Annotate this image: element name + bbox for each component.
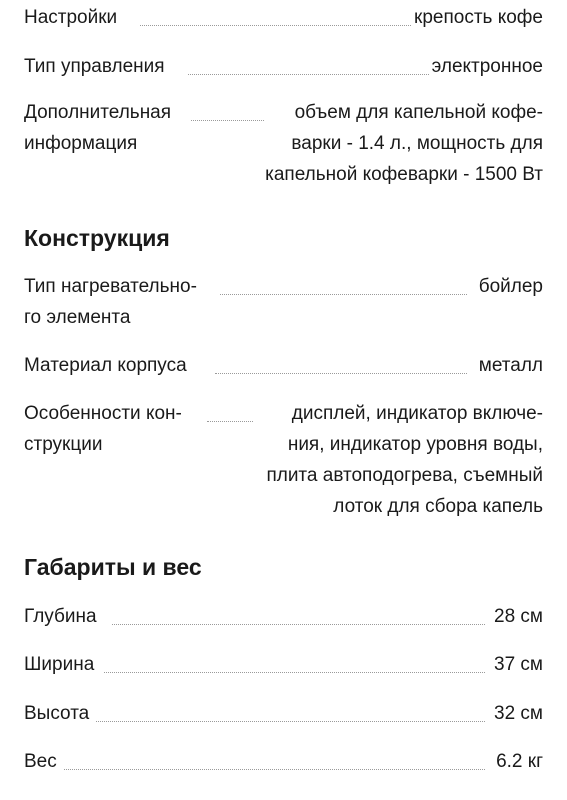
spec-label: информация bbox=[24, 128, 139, 160]
spec-value: бойлер bbox=[477, 271, 543, 303]
spec-value: дисплей, индикатор включе- bbox=[290, 398, 543, 430]
spec-label: Ширина bbox=[24, 649, 96, 681]
spec-row-settings bbox=[24, 2, 543, 34]
spec-label: Настройки bbox=[24, 2, 119, 34]
dotted-leader bbox=[207, 421, 253, 422]
spec-label: Тип нагревательно- bbox=[24, 271, 199, 303]
dotted-leader bbox=[191, 120, 264, 121]
spec-row-weight bbox=[24, 746, 543, 778]
spec-value: варки - 1.4 л., мощность для bbox=[289, 128, 543, 160]
spec-row-body-material bbox=[24, 350, 543, 382]
spec-value: плита автоподогрева, съемный bbox=[264, 460, 543, 492]
dotted-leader bbox=[188, 74, 433, 75]
spec-value: 32 см bbox=[492, 698, 543, 730]
dotted-leader bbox=[112, 624, 485, 625]
spec-value: 6.2 кг bbox=[494, 746, 543, 778]
spec-row-construction-features-cont bbox=[24, 491, 543, 523]
spec-row-construction-features-cont bbox=[24, 429, 543, 461]
dotted-leader bbox=[104, 672, 485, 673]
spec-row-additional-info bbox=[24, 97, 543, 129]
spec-value: электронное bbox=[430, 51, 543, 83]
spec-row-construction-features-cont bbox=[24, 460, 543, 492]
spec-row-height bbox=[24, 698, 543, 730]
spec-label: Высота bbox=[24, 698, 91, 730]
spec-row-control-type bbox=[24, 51, 543, 83]
spec-row-depth bbox=[24, 601, 543, 633]
spec-value: 37 см bbox=[492, 649, 543, 681]
spec-label: Тип управления bbox=[24, 51, 167, 83]
spec-value: капельной кофеварки - 1500 Вт bbox=[263, 159, 543, 191]
section-title-construction: Конструкция bbox=[24, 225, 170, 251]
spec-label: го элемента bbox=[24, 302, 132, 334]
spec-value: 28 см bbox=[492, 601, 543, 633]
section-title-dimensions: Габариты и вес bbox=[24, 554, 202, 580]
spec-label: Особенности кон- bbox=[24, 398, 184, 430]
spec-label: Глубина bbox=[24, 601, 99, 633]
spec-value: крепость кофе bbox=[412, 2, 543, 34]
spec-row-width bbox=[24, 649, 543, 681]
spec-value: ния, индикатор уровня воды, bbox=[286, 429, 543, 461]
spec-value: металл bbox=[477, 350, 543, 382]
spec-label: Вес bbox=[24, 746, 59, 778]
dotted-leader bbox=[140, 25, 419, 26]
spec-row-additional-info-cont bbox=[24, 159, 543, 191]
spec-row-construction-features bbox=[24, 398, 543, 430]
dotted-leader bbox=[96, 721, 485, 722]
spec-value: объем для капельной кофе- bbox=[293, 97, 543, 129]
dotted-leader bbox=[220, 294, 467, 295]
dotted-leader bbox=[64, 769, 485, 770]
spec-row-additional-info-cont bbox=[24, 128, 543, 160]
spec-row-heating-element bbox=[24, 271, 543, 303]
spec-value: лоток для сбора капель bbox=[331, 491, 543, 523]
spec-label: струкции bbox=[24, 429, 104, 461]
dotted-leader bbox=[215, 373, 467, 374]
spec-label: Материал корпуса bbox=[24, 350, 189, 382]
spec-row-heating-element-cont bbox=[24, 302, 543, 334]
spec-label: Дополнительная bbox=[24, 97, 173, 129]
